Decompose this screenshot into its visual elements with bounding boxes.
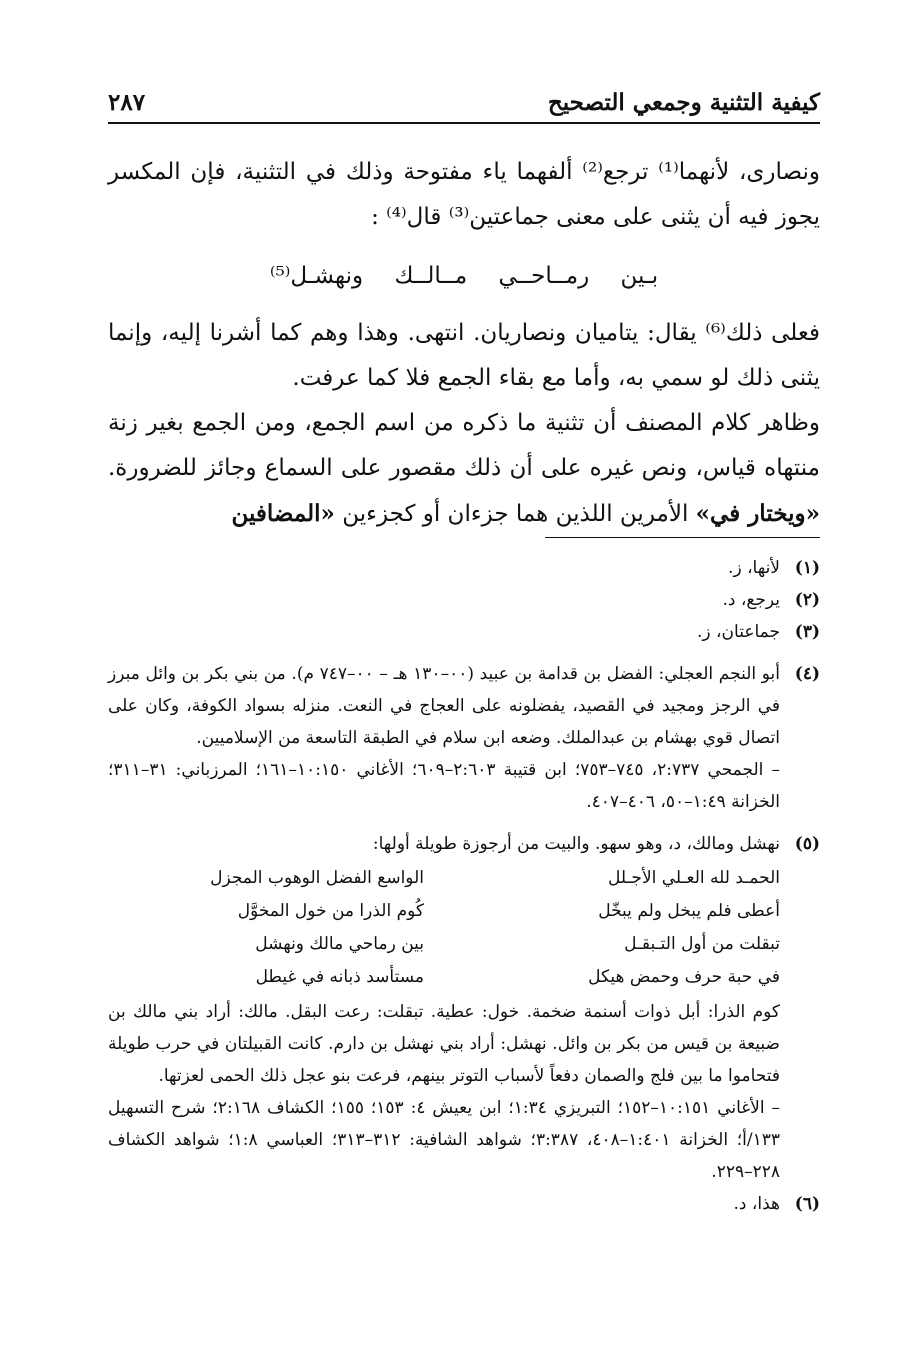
page-title: كيفية التثنية وجمعي التصحيح	[547, 89, 820, 116]
paragraph-3-text: وظاهر كلام المصنف أن تثنية ما ذكره من اسم الجمع، ومن الجمع بغير زنة منتهاه قياس، ونص غيره على أن ذلك مقصور على السماع وجائز للضرورة.	[108, 410, 820, 481]
verse-4-second-hemistich: مستأسد ذبانه في غيطل	[255, 967, 424, 987]
verse-2-second-hemistich: كُوم الذرا من خول المخوَّل	[237, 901, 424, 921]
footnote-4	[108, 658, 820, 754]
poem-verses	[108, 862, 820, 994]
footnote-2	[108, 584, 820, 616]
footnote-5-gloss: كوم الذرا: أبل ذوات أسنمة ضخمة. خول: عطية. تبقلت: رعت البقل. مالك: أراد بني مالك بن ضبيعة بن قيس من بكر بن وائل. نهشل: أراد بني نهشل بن دارم. كانت القبيلتان في حرب طويلة فتحاموا ما بين فلج والصمان دفعاً لأسباب التوتر بينهم، فرعت بنو عجل ذلك الحمى لعزتها.	[108, 1002, 780, 1086]
main-text	[108, 150, 820, 537]
verse-4-first-hemistich: في حبة حرف وحمض هيكل	[588, 967, 780, 987]
footnote-text: أبو النجم العجلي: الفضل بن قدامة بن عبيد (٠٠–١٣٠ هـ – ٠٠–٧٤٧ م). من بني بكر بن وائل مبرز في الرجز ومجيد في القصيد، يفضلونه على العجاج في النعت. منزله بسواد الكوفة، وكان على اتصال قوي بهشام بن عبدالملك. وضعه ابن سلام في الطبقة التاسعة من الإسلاميين.	[108, 664, 780, 748]
footnote-3	[108, 616, 820, 648]
verse-3-second-hemistich: بين رماحي مالك ونهشل	[255, 934, 424, 954]
page-number: ٢٨٧	[108, 89, 146, 116]
footnote-6	[108, 1188, 820, 1220]
footnote-number: (٤)	[794, 664, 820, 684]
paragraph-1: ونصارى، لأنهما⁽¹⁾ ترجع⁽²⁾ ألفهما ياء مفتوحة وذلك في التثنية، فإن المكسر يجوز فيه أن يثنى على معنى جماعتين⁽³⁾ قال⁽⁴⁾ :	[108, 159, 820, 230]
verse-2-first-hemistich: أعطى فلم يبخل ولم يبخّل	[598, 901, 780, 921]
footnote-number: (٥)	[794, 834, 820, 854]
matn-quote-1: «ويختار في»	[695, 500, 820, 527]
verse-1-second-hemistich: الواسع الفضل الوهوب المجزل	[210, 868, 424, 888]
footnote-number: (٦)	[794, 1194, 820, 1214]
footnote-text: يرجع، د.	[722, 590, 780, 610]
paragraph-2: فعلى ذلك⁽⁶⁾ يقال: يتاميان ونصاريان. انتهى. وهذا وهم كما أشرنا إليه، وإنما يثنى ذلك لو سمي به، وأما مع بقاء الجمع فلا كما عرفت.	[108, 320, 821, 391]
footnote-number: (٢)	[794, 590, 820, 610]
footnote-separator	[545, 537, 820, 538]
running-header	[108, 84, 820, 124]
verse-3-first-hemistich: تبقلت من أول التـبقـل	[624, 934, 780, 954]
footnote-number: (١)	[794, 558, 820, 578]
footnote-5-references: – الأغاني ١٠:١٥١–١٥٢؛ التبريزي ١:٣٤؛ ابن يعيش ٤: ١٥٣؛ ١٥٥؛ الكشاف ٢:١٦٨؛ شرح التسهيل ١٣٣/أ؛ الخزانة ١:٤٠١–٤٠٨، ٣:٣٨٧؛ شواهد الشافية: ٣١٢–٣١٣؛ العباسي ١:٨؛ شواهد الكشاف ٢٢٨–٢٢٩.	[108, 1098, 780, 1182]
footnote-1	[108, 552, 820, 584]
footnote-text: جماعتان، ز.	[697, 622, 780, 642]
footnote-text: هذا، د.	[733, 1194, 780, 1214]
verse-1-first-hemistich: الحمـد لله العـلي الأجـلل	[607, 868, 780, 888]
paragraph-3-mid: الأمرين اللذين هما جزءان أو كجزءين	[342, 501, 689, 527]
footnote-number: (٣)	[794, 622, 820, 642]
footnote-4-references: – الجمحي ٢:٧٣٧، ٧٤٥–٧٥٣؛ ابن قتيبة ٢:٦٠٣–٦٠٩؛ الأغاني ١٠:١٥٠–١٦١؛ المرزباني: ٣١–٣١١؛ الخزانة ١:٤٩–٥٠، ٤٠٦–٤٠٧.	[108, 760, 780, 812]
verse-line: بـين رمــاحــي مــالــك ونهشـل⁽⁵⁾	[269, 263, 659, 289]
footnote-5	[108, 828, 820, 860]
footnote-text: نهشل ومالك، د، وهو سهو. والبيت من أرجوزة طويلة أولها:	[372, 834, 780, 854]
matn-quote-2: «المضافين	[231, 500, 335, 527]
footnotes	[108, 552, 820, 1220]
paragraph-3	[108, 401, 820, 537]
footnote-text: لأنها، ز.	[728, 558, 780, 578]
